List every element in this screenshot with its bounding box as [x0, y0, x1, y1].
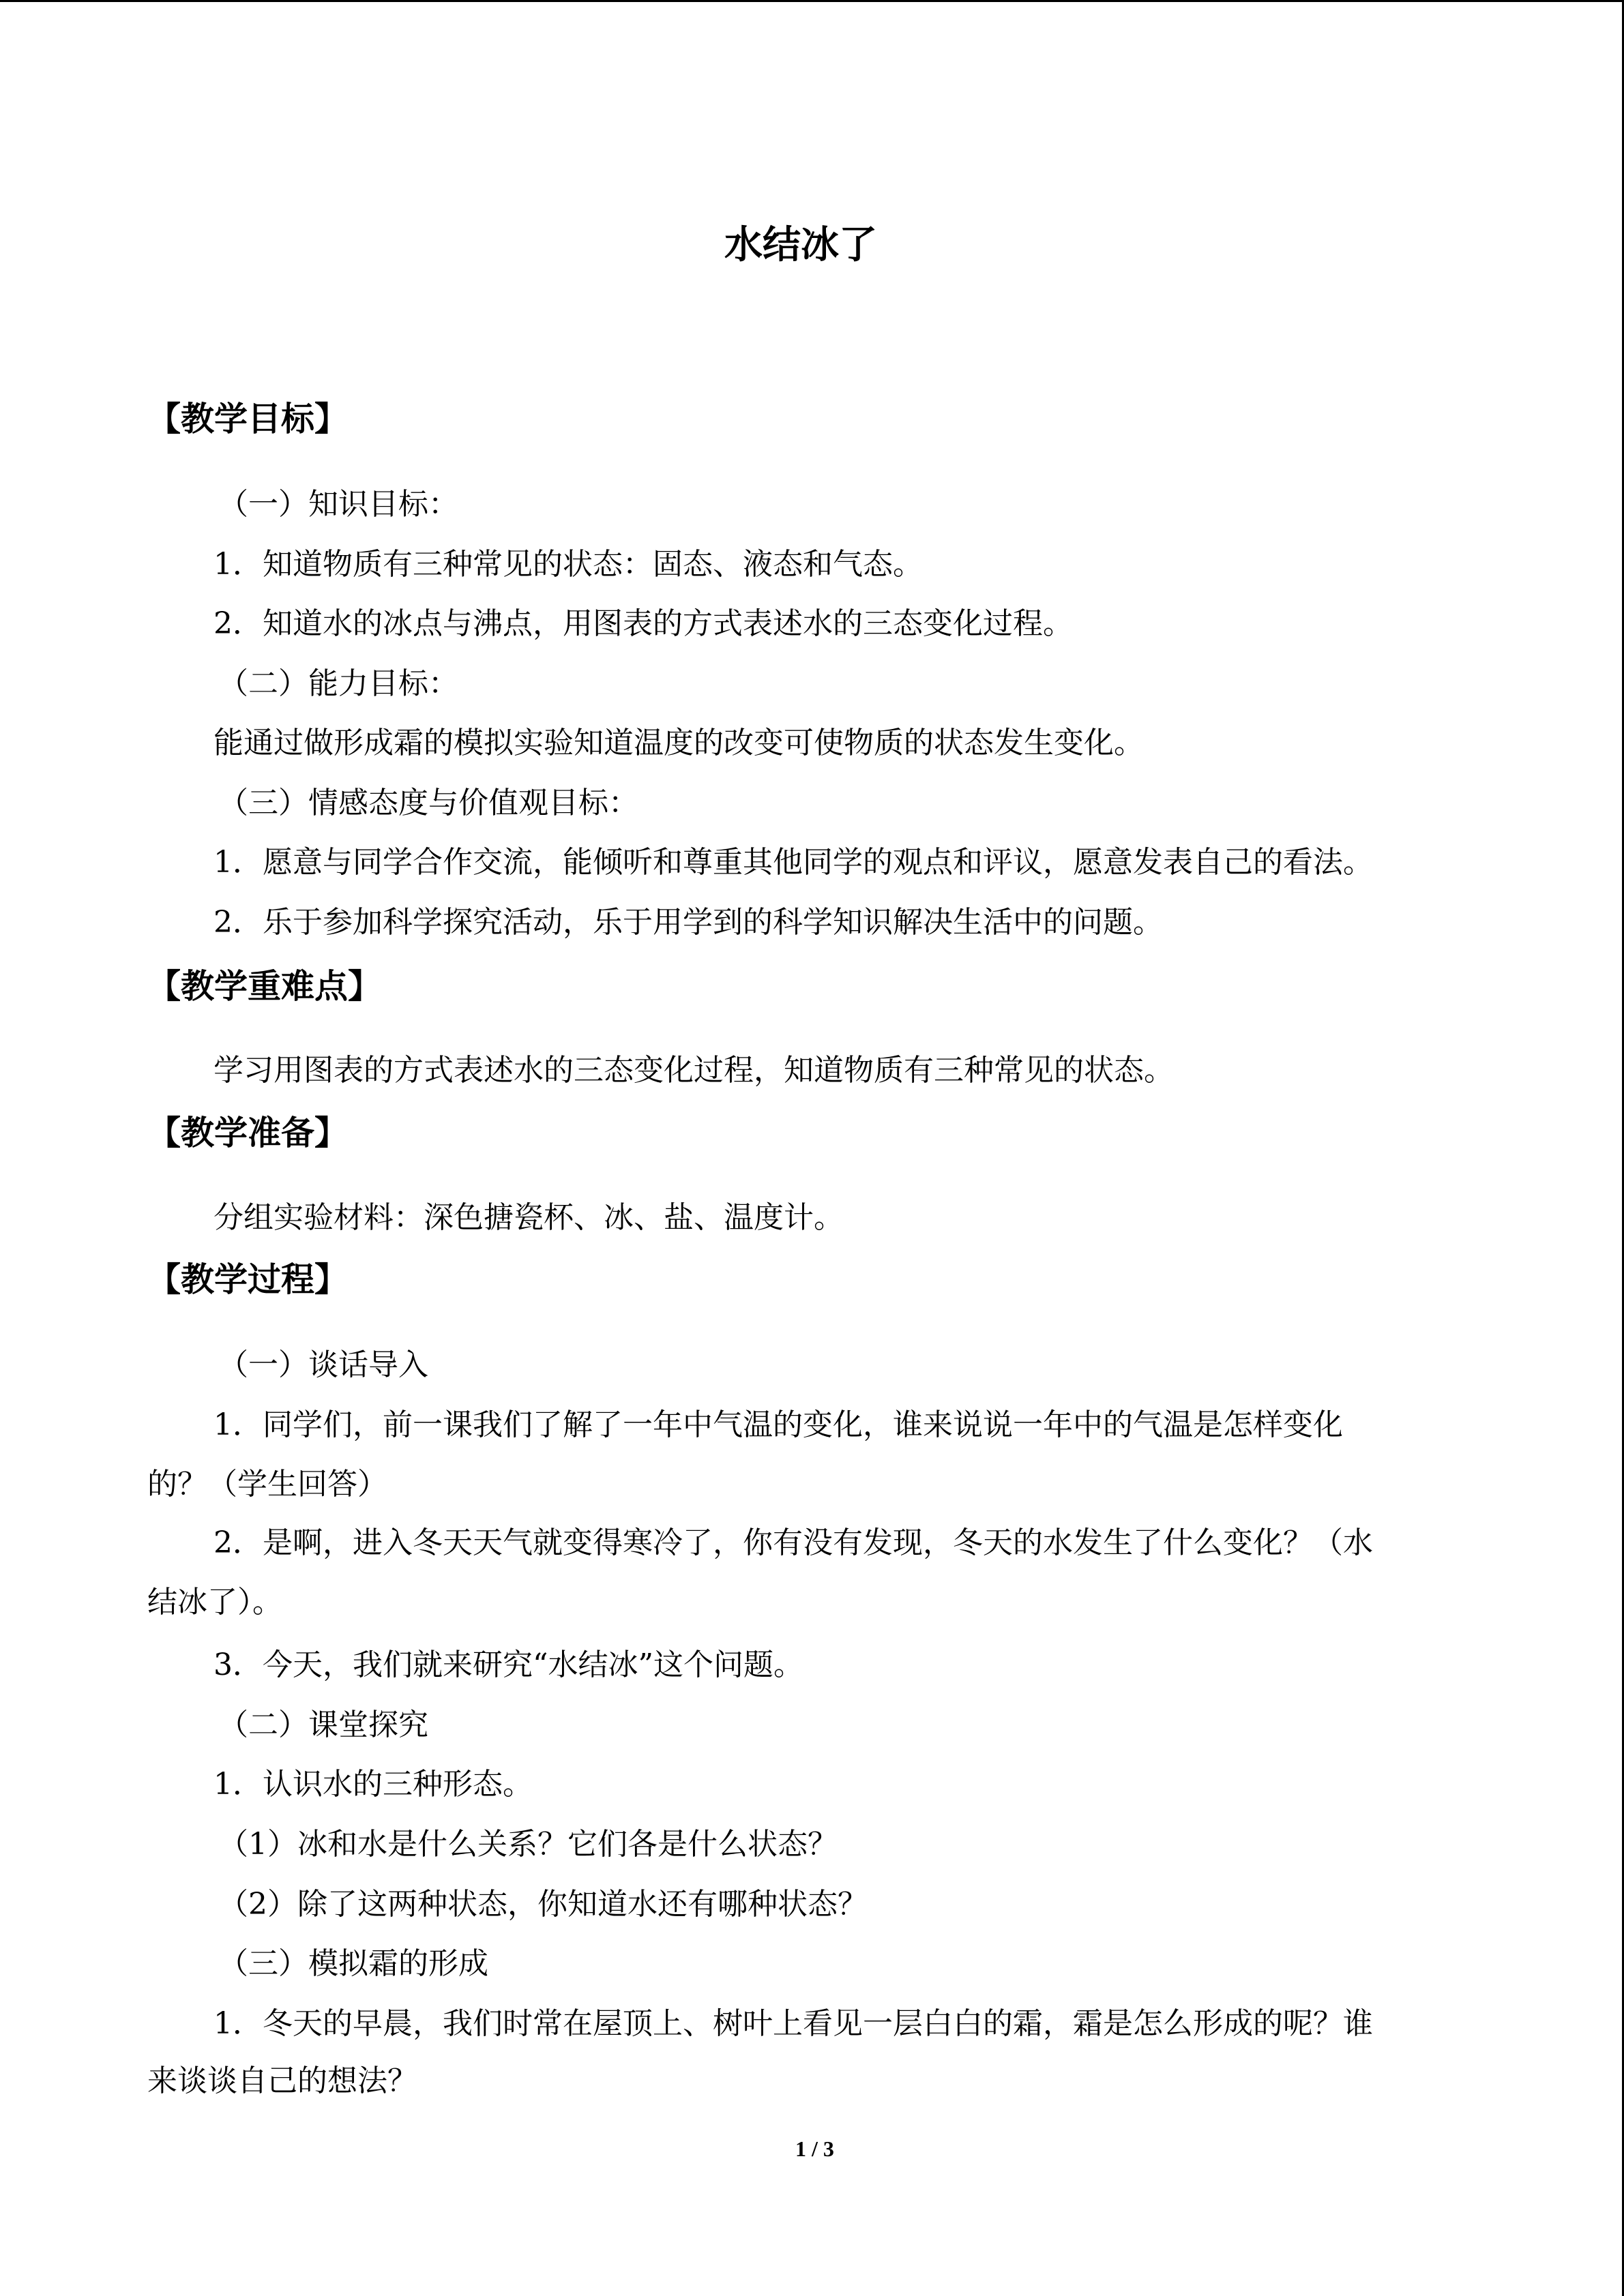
section-heading-process: 【教学过程】: [147, 1260, 349, 1299]
preparation-text: 分组实验材料：深色搪瓷杯、冰、盐、温度计。: [213, 1200, 844, 1235]
ability-goal-label: （二）能力目标：: [218, 666, 458, 701]
intro-label: （一）谈话导入: [218, 1347, 428, 1382]
knowledge-goal-label: （一）知识目标：: [218, 487, 458, 522]
section-heading-preparation: 【教学准备】: [147, 1114, 349, 1152]
knowledge-goal-item-2: 2．知道水的冰点与沸点，用图表的方式表述水的三态变化过程。: [213, 606, 1073, 641]
knowledge-goal-item-1: 1．知道物质有三种常见的状态：固态、液态和气态。: [213, 547, 923, 582]
intro-item-1-line-2: 的？（学生回答）: [147, 1467, 387, 1502]
emotion-goal-label: （三）情感态度与价值观目标：: [218, 786, 638, 820]
section-heading-key-points: 【教学重难点】: [147, 967, 382, 1006]
explore-item-1: 1．认识水的三种形态。: [213, 1767, 533, 1802]
frost-item-1-line-2: 来谈谈自己的想法？: [147, 2063, 417, 2098]
intro-item-1-line-1: 1．同学们，前一课我们了解了一年中气温的变化，谁来说说一年中的气温是怎样变化: [213, 1407, 1343, 1442]
explore-question-2: （2）除了这两种状态，你知道水还有哪种状态？: [218, 1887, 868, 1922]
intro-item-2-line-1: 2．是啊，进入冬天天气就变得寒冷了，你有没有发现，冬天的水发生了什么变化？（水: [213, 1525, 1373, 1560]
emotion-goal-item-1: 1．愿意与同学合作交流，能倾听和尊重其他同学的观点和评议，愿意发表自己的看法。: [213, 845, 1373, 880]
page-number: 1 / 3: [795, 2136, 834, 2161]
intro-item-3: 3．今天，我们就来研究“水结冰”这个问题。: [213, 1648, 803, 1682]
section-heading-objectives: 【教学目标】: [147, 400, 349, 438]
ability-goal-item-1: 能通过做形成霜的模拟实验知道温度的改变可使物质的状态发生变化。: [213, 726, 1144, 760]
document-title: 水结冰了: [724, 223, 877, 267]
frost-item-1-line-1: 1．冬天的早晨，我们时常在屋顶上、树叶上看见一层白白的霜，霜是怎么形成的呢？谁: [213, 2006, 1373, 2041]
explore-label: （二）课堂探究: [218, 1708, 428, 1742]
emotion-goal-item-2: 2．乐于参加科学探究活动，乐于用学到的科学知识解决生活中的问题。: [213, 905, 1163, 940]
explore-question-1: （1）冰和水是什么关系？它们各是什么状态？: [218, 1827, 838, 1862]
intro-item-2-line-2: 结冰了）。: [147, 1585, 282, 1620]
key-points-text: 学习用图表的方式表述水的三态变化过程，知道物质有三种常见的状态。: [213, 1053, 1174, 1088]
frost-label: （三）模拟霜的形成: [218, 1946, 488, 1981]
